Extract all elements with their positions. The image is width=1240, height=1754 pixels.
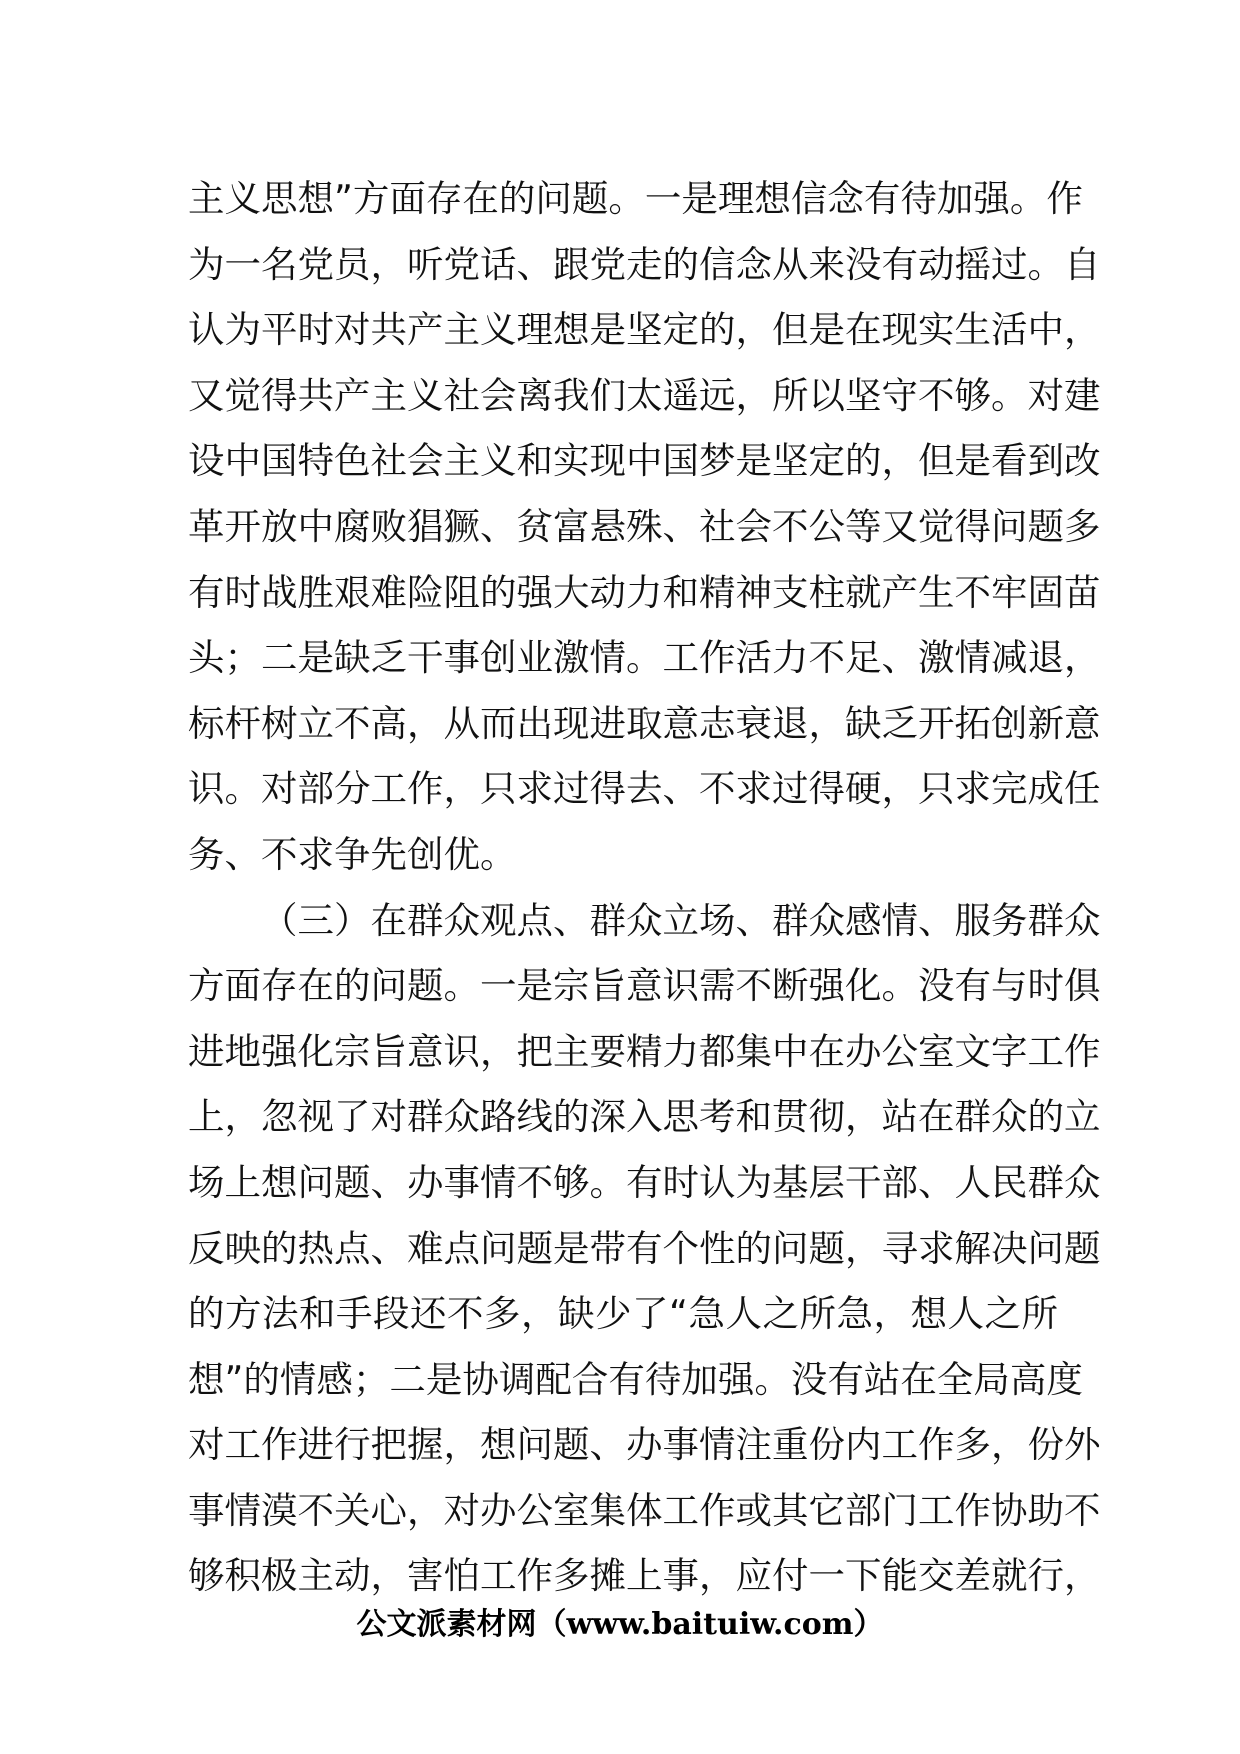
text-line: 的方法和手段还不多，缺少了“急人之所急，想人之所	[188, 1292, 1058, 1336]
text-line: 认为平时对共产主义理想是坚定的，但是在现实生活中，	[188, 308, 1101, 352]
text-line: 又觉得共产主义社会离我们太遥远，所以坚守不够。对建	[188, 373, 1101, 417]
text-line: 够积极主动，害怕工作多摊上事，应付一下能交差就行，	[188, 1554, 1101, 1598]
text-line: 主义思想”方面存在的问题。一是理想信念有待加强。作	[188, 177, 1083, 220]
text-line: 识。对部分工作，只求过得去、不求过得硬，只求完成任	[188, 767, 1101, 811]
text-line: 方面存在的问题。一是宗旨意识需不断强化。没有与时俱	[188, 964, 1101, 1008]
text-line: 反映的热点、难点问题是带有个性的问题，寻求解决问题	[188, 1226, 1101, 1270]
text-line: 进地强化宗旨意识，把主要精力都集中在办公室文字工作	[188, 1029, 1101, 1073]
text-line: 为一名党员，听党话、跟党走的信念从来没有动摇过。自	[188, 242, 1101, 286]
text-line: 标杆树立不高，从而出现进取意志衰退，缺乏开拓创新意	[188, 701, 1101, 745]
section-heading-line: （三）在群众观点、群众立场、群众感情、服务群众	[261, 898, 1101, 942]
text-line: 想”的情感；二是协调配合有待加强。没有站在全局高度	[188, 1357, 1083, 1401]
text-line: 场上想问题、办事情不够。有时认为基层干部、人民群众	[188, 1160, 1101, 1204]
text-line: 革开放中腐败猖獗、贫富悬殊、社会不公等又觉得问题多	[188, 504, 1101, 548]
document-body	[188, 166, 1101, 1609]
text-line: 上，忽视了对群众路线的深入思考和贯彻，站在群众的立	[188, 1095, 1101, 1139]
footer-source-line: 公文派素材网（www.baituiw.com）	[356, 1607, 884, 1642]
paragraph-end-line: 务、不求争先创优。	[188, 832, 517, 876]
text-line: 有时战胜艰难险阻的强大动力和精神支柱就产生不牢固苗	[188, 570, 1101, 614]
text-line: 头；二是缺乏干事创业激情。工作活力不足、激情减退，	[188, 636, 1101, 680]
text-line: 对工作进行把握，想问题、办事情注重份内工作多，份外	[188, 1423, 1101, 1467]
text-line: 事情漠不关心，对办公室集体工作或其它部门工作协助不	[188, 1488, 1101, 1532]
text-line: 设中国特色社会主义和实现中国梦是坚定的，但是看到改	[188, 439, 1101, 483]
